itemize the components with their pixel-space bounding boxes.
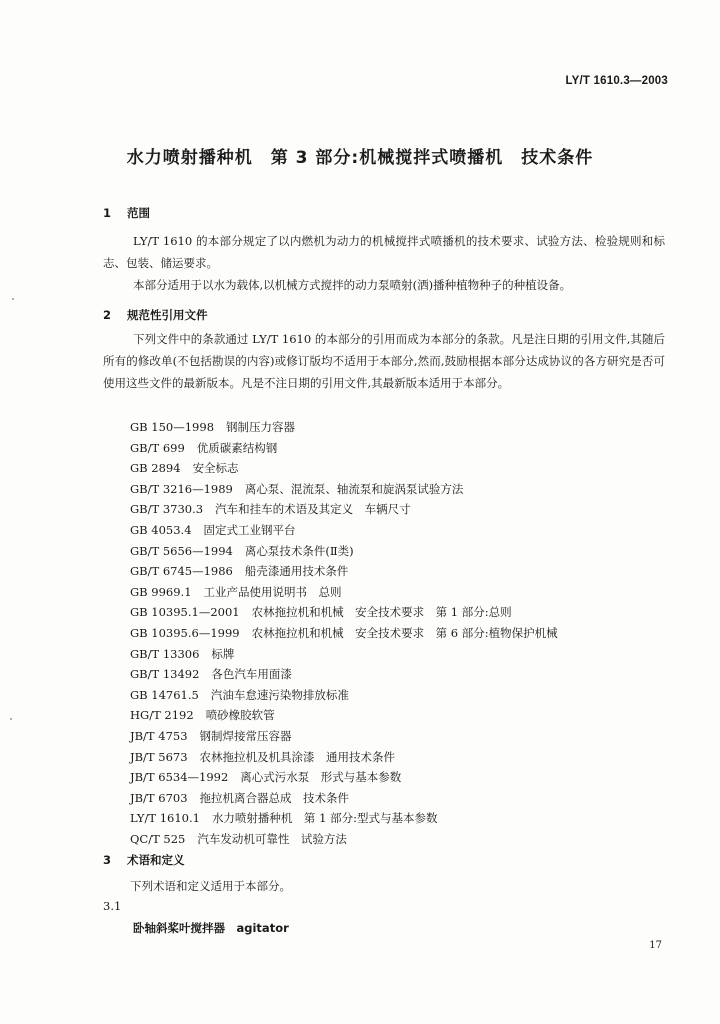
reference-name: 钢制焊接常压容器: [199, 728, 292, 743]
reference-code: GB/T 6745—1986: [130, 564, 233, 579]
reference-name: 工业产品使用说明书 总则: [203, 584, 342, 599]
page-number: 17: [649, 940, 662, 951]
reference-name: 农林拖拉机和机械 安全技术要求 第 1 部分:总则: [251, 605, 512, 620]
reference-code: GB/T 3216—1989: [130, 481, 233, 496]
reference-name: 标牌: [211, 646, 235, 661]
section-1-heading: [103, 205, 150, 221]
reference-name: 安全标志: [192, 461, 239, 476]
reference-code: JB/T 5673: [130, 749, 188, 764]
reference-item: [130, 767, 558, 788]
document-title: 水力喷射播种机 第 3 部分:机械搅拌式喷播机 技术条件: [126, 148, 594, 168]
reference-code: JB/T 6703: [130, 790, 188, 805]
reference-code: GB 4053.4: [130, 522, 192, 537]
reference-name: 各色汽车用面漆: [211, 667, 292, 682]
section-2-heading: [103, 307, 208, 323]
reference-item: [130, 747, 558, 768]
reference-item: [130, 561, 558, 582]
reference-name: 喷砂橡胶软管: [205, 708, 275, 723]
section-number: 1: [103, 206, 112, 220]
reference-code: GB 9969.1: [130, 584, 192, 599]
subsection-number: 3.1: [103, 899, 122, 913]
reference-name: 汽车和挂车的术语及其定义 车辆尺寸: [215, 502, 411, 517]
section-title: 规范性引用文件: [127, 308, 208, 322]
reference-item: [130, 417, 558, 438]
reference-item: [130, 829, 558, 850]
reference-item: [130, 808, 558, 829]
reference-code: GB/T 13492: [130, 667, 200, 682]
reference-code: GB/T 13306: [130, 646, 200, 661]
reference-code: GB/T 3730.3: [130, 502, 204, 517]
reference-item: [130, 726, 558, 747]
reference-name: 汽油车怠速污染物排放标准: [210, 687, 349, 702]
section-title: 范围: [127, 206, 150, 220]
reference-item: [130, 602, 558, 623]
reference-item: [130, 438, 558, 459]
standard-code: LY/T 1610.3—2003: [565, 75, 668, 87]
normative-references-paragraph: 下列文件中的条款通过 LY/T 1610 的本部分的引用而成为本部分的条款。凡是注日期的引用文件,其随后所有的修改单(不包括勘误的内容)或修订版均不适用于本部分,然而,鼓励根据本部分达成协议的各方研究是否可使用这些文件的最新版本。凡是不注日期的引用文件,其最新版本适用于本部分。: [103, 332, 665, 390]
reference-name: 固定式工业钢平台: [203, 522, 296, 537]
reference-item: [130, 520, 558, 541]
reference-item: [130, 541, 558, 562]
reference-name: 钢制压力容器: [226, 420, 296, 434]
reference-code: GB 150—1998: [130, 420, 215, 434]
reference-name: 水力喷射播种机 第 1 部分:型式与基本参数: [211, 811, 438, 826]
reference-item: [130, 788, 558, 809]
reference-code: GB 14761.5: [130, 687, 199, 702]
reference-code: GB 10395.6—1999: [130, 625, 240, 640]
reference-item: [130, 499, 558, 520]
reference-code: GB 10395.1—2001: [130, 605, 240, 620]
reference-name: 农林拖拉机和机械 安全技术要求 第 6 部分:植物保护机械: [251, 625, 558, 640]
reference-item: [130, 623, 558, 644]
section-3-heading: [103, 852, 185, 868]
reference-code: JB/T 6534—1992: [130, 770, 229, 785]
reference-code: LY/T 1610.1: [130, 811, 200, 826]
reference-name: 汽车发动机可靠性 试验方法: [197, 831, 347, 846]
section-number: 2: [103, 308, 112, 322]
scan-speck: [10, 718, 12, 720]
reference-name: 船壳漆通用技术条件: [244, 564, 349, 579]
terms-intro: 下列术语和定义适用于本部分。: [130, 879, 291, 893]
reference-item: [130, 479, 558, 500]
reference-code: HG/T 2192: [130, 708, 194, 723]
reference-item: [130, 644, 558, 665]
reference-code: GB/T 5656—1994: [130, 543, 233, 558]
reference-list: [130, 417, 558, 849]
reference-item: [130, 685, 558, 706]
scan-speck: [12, 298, 14, 300]
reference-name: 拖拉机离合器总成 技术条件: [199, 790, 350, 805]
reference-code: QC/T 525: [130, 831, 186, 846]
reference-name: 离心泵、混流泵、轴流泵和旋涡泵试验方法: [244, 481, 464, 496]
section-number: 3: [103, 853, 112, 867]
reference-item: [130, 582, 558, 603]
section-title: 术语和定义: [127, 853, 185, 867]
scope-paragraph-2: 本部分适用于以水为载体,以机械方式搅拌的动力泵喷射(洒)播种植物种子的种植设备。: [133, 278, 572, 292]
scope-paragraph-1: LY/T 1610 的本部分规定了以内燃机为动力的机械搅拌式喷播机的技术要求、试验方法、检验规则和标志、包装、储运要求。: [103, 234, 665, 270]
reference-code: GB 2894: [130, 461, 181, 476]
reference-code: GB/T 699: [130, 440, 185, 455]
reference-name: 优质碳素结构钢: [196, 440, 278, 455]
reference-name: 离心式污水泵 形式与基本参数: [240, 770, 402, 785]
reference-name: 农林拖拉机及机具涂漆 通用技术条件: [199, 749, 396, 764]
term-heading: 卧轴斜桨叶搅拌器 agitator: [133, 921, 289, 935]
reference-name: 离心泵技术条件(Ⅱ类): [244, 543, 354, 558]
reference-item: [130, 458, 558, 479]
reference-item: [130, 664, 558, 685]
reference-item: [130, 705, 558, 726]
reference-code: JB/T 4753: [130, 728, 188, 743]
